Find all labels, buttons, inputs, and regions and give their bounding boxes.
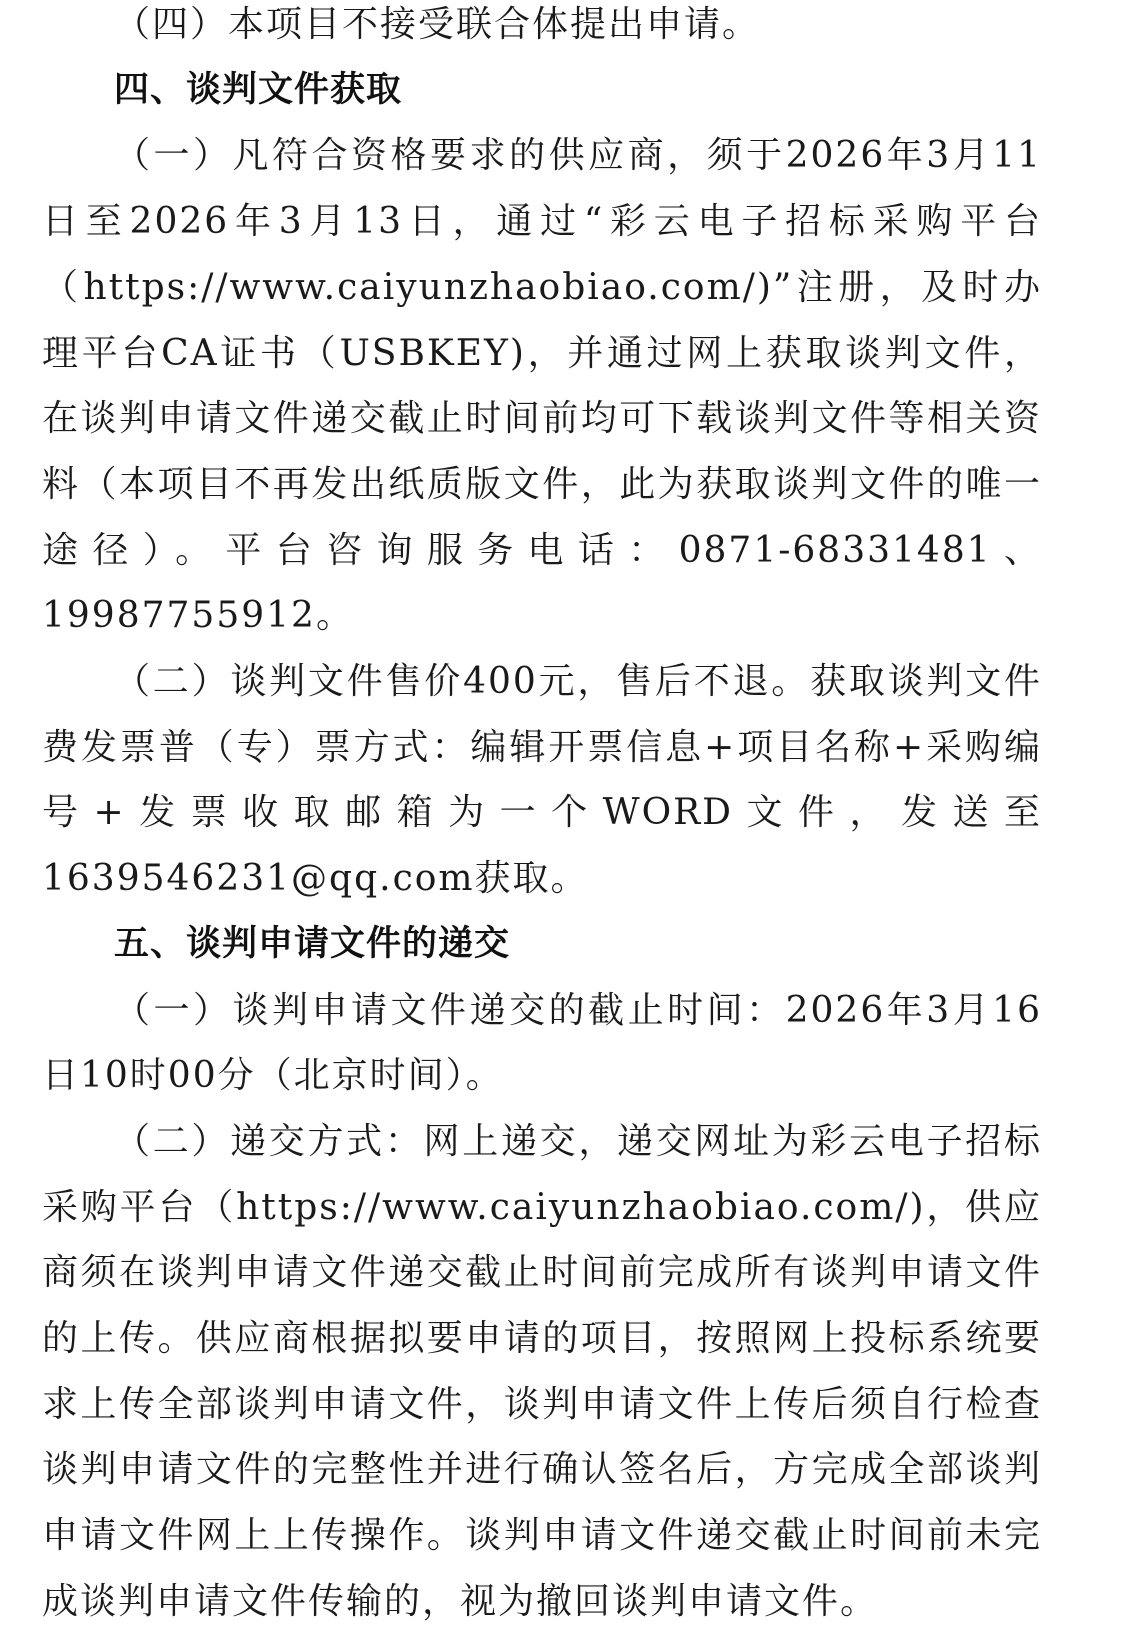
paragraph-acquisition-method: （一）凡符合资格要求的供应商，须于2026年3月11日至2026年3月13日，通过“彩云电子招标采购平台（https://www.caiyunzhaobiao.com/)”注册，及时办理平台CA证书（USBKEY)，并通过网上获取谈判文件，在谈判申请文件递交截止时间前均可下载谈判文件等相关资料（本项目不再发出纸质版文件，此为获取谈判文件的唯一途径）。平台咨询服务电话：0871-68331481、19987755912。 — [42, 135, 1042, 637]
paragraph-submission-method: （二）递交方式：网上递交，递交网址为彩云电子招标采购平台（https://www.caiyunzhaobiao.com/)，供应商须在谈判申请文件递交截止时间前完成所有谈判申请文件的上传。供应商根据拟要申请的项目，按照网上投标系统要求上传全部谈判申请文件，谈判申请文件上传后须自行检查谈判申请文件的完整性并进行确认签名后，方完成全部谈判申请文件网上上传操作。谈判申请文件递交截止时间前未完成谈判申请文件传输的，视为撤回谈判申请文件。 — [42, 1120, 1042, 1622]
paragraph-submission-deadline: （一）谈判申请文件递交的截止时间：2026年3月16日10时00分（北京时间）。 — [42, 989, 1042, 1097]
section-heading-document-acquisition: 四、谈判文件获取 — [114, 69, 403, 110]
section-heading-submission: 五、谈判申请文件的递交 — [114, 923, 511, 964]
paragraph-consortium: （四）本项目不接受联合体提出申请。 — [114, 4, 761, 45]
document-page — [42, 0, 1042, 1635]
paragraph-document-price: （二）谈判文件售价400元，售后不退。获取谈判文件费发票普（专）票方式：编辑开票信息+项目名称+采购编号+发票收取邮箱为一个WORD文件，发送至1639546231@qq.com获取。 — [42, 661, 1042, 900]
